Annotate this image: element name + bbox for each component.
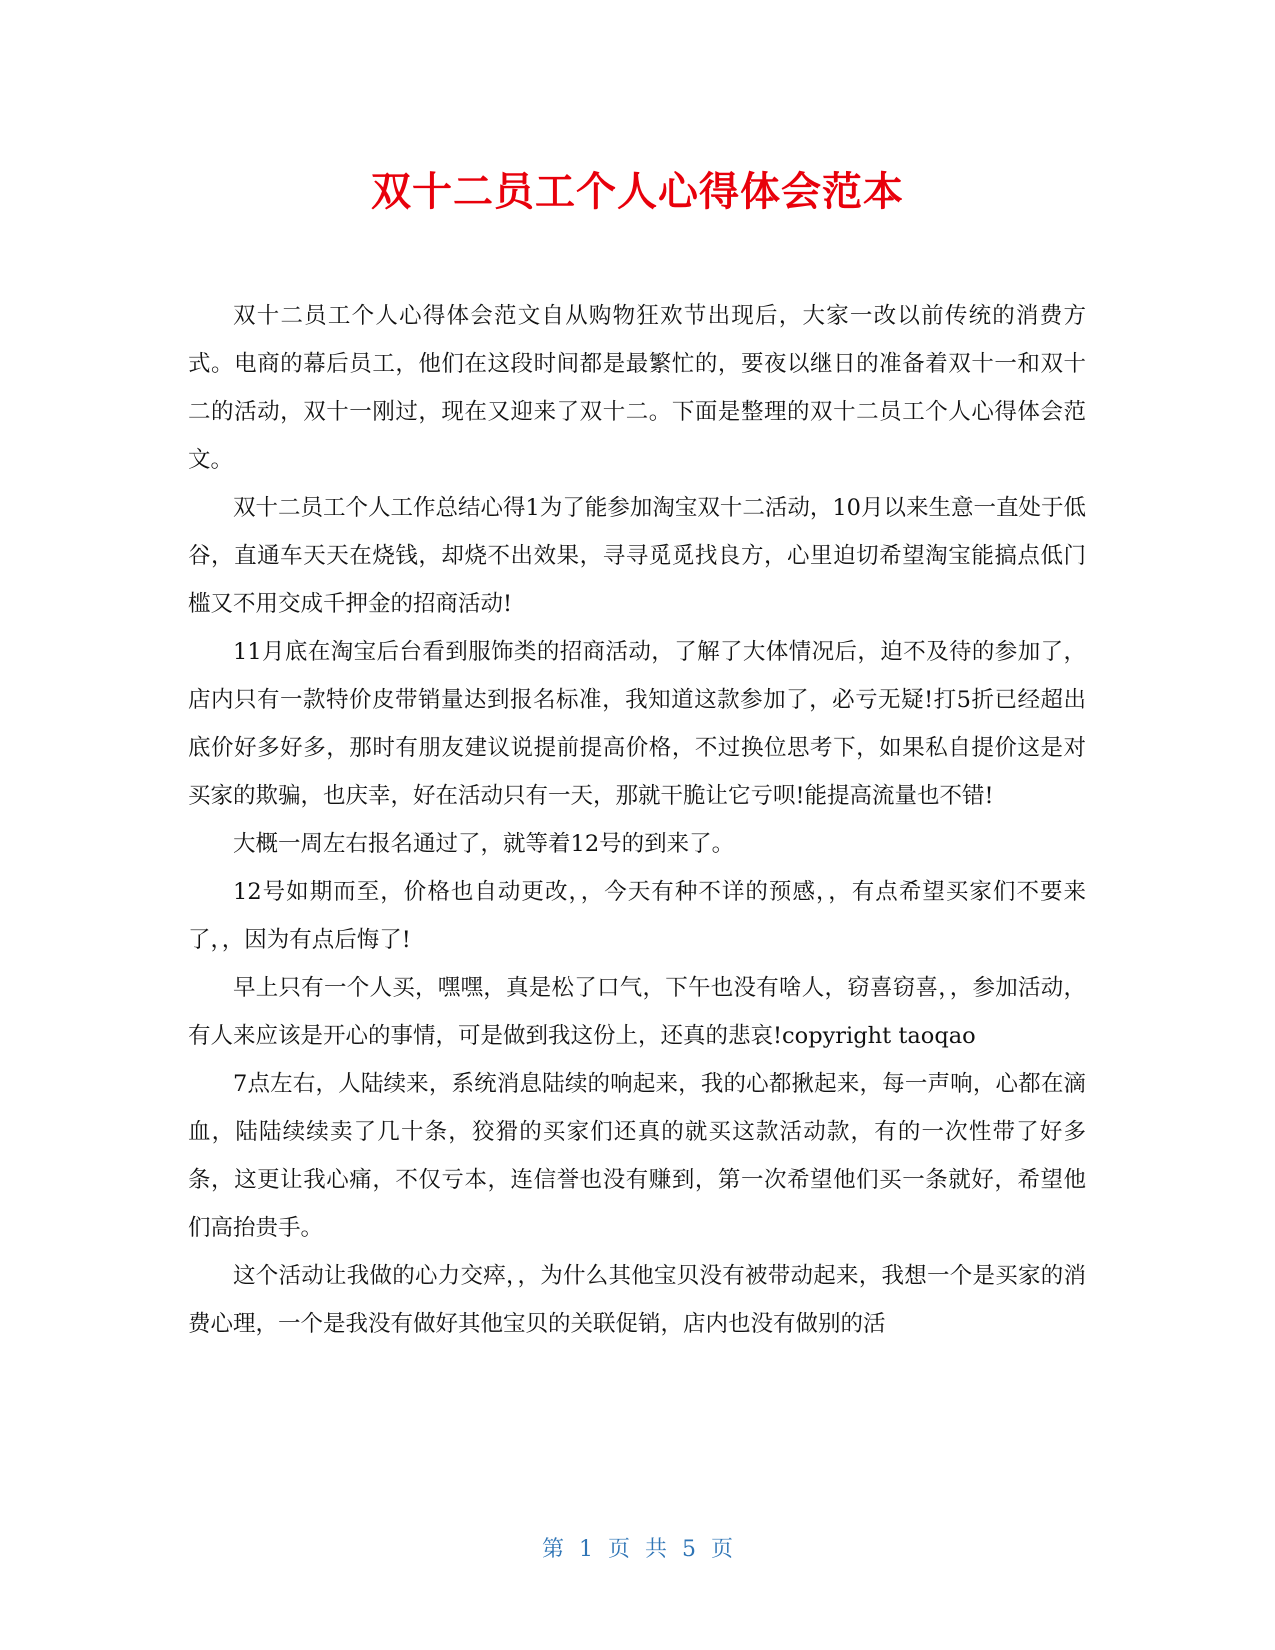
- paragraph: 双十二员工个人心得体会范文自从购物狂欢节出现后，大家一改以前传统的消费方式。电商的幕后员工，他们在这段时间都是最繁忙的，要夜以继日的准备着双十一和双十二的活动，双十一刚过，现在又迎来了双十二。下面是整理的双十二员工个人心得体会范文。: [188, 303, 1086, 473]
- document-body: [188, 292, 1086, 1348]
- paragraph: 12号如期而至，价格也自动更改，，今天有种不详的预感，，有点希望买家们不要来了，，因为有点后悔了!: [188, 879, 1086, 953]
- paragraph: 11月底在淘宝后台看到服饰类的招商活动，了解了大体情况后，迫不及待的参加了，店内只有一款特价皮带销量达到报名标准，我知道这款参加了，必亏无疑!打5折已经超出底价好多好多，那时有朋友建议说提前提高价格，不过换位思考下，如果私自提价这是对买家的欺骗，也庆幸，好在活动只有一天，那就干脆让它亏呗!能提高流量也不错!: [188, 639, 1086, 809]
- paragraph: 双十二员工个人工作总结心得1为了能参加淘宝双十二活动，10月以来生意一直处于低谷，直通车天天在烧钱，却烧不出效果，寻寻觅觅找良方，心里迫切希望淘宝能搞点低门槛又不用交成千押金的招商活动!: [188, 495, 1086, 617]
- paragraph: 这个活动让我做的心力交瘁，，为什么其他宝贝没有被带动起来，我想一个是买家的消费心理，一个是我没有做好其他宝贝的关联促销，店内也没有做别的活: [188, 1263, 1086, 1337]
- document-title: 双十二员工个人心得体会范本: [371, 169, 904, 215]
- paragraph: 大概一周左右报名通过了，就等着12号的到来了。: [233, 831, 735, 857]
- paragraph: 早上只有一个人买，嘿嘿，真是松了口气，下午也没有啥人，窃喜窃喜，，参加活动，有人来应该是开心的事情，可是做到我这份上，还真的悲哀!copyright taoqao: [188, 975, 1086, 1049]
- page-number-footer: 第 1 页 共 5 页: [542, 1537, 733, 1562]
- paragraph: 7点左右，人陆续来，系统消息陆续的响起来，我的心都揪起来，每一声响，心都在滴血，陆陆续续卖了几十条，狡猾的买家们还真的就买这款活动款，有的一次性带了好多条，这更让我心痛，不仅亏本，连信誉也没有赚到，第一次希望他们买一条就好，希望他们高抬贵手。: [188, 1071, 1086, 1241]
